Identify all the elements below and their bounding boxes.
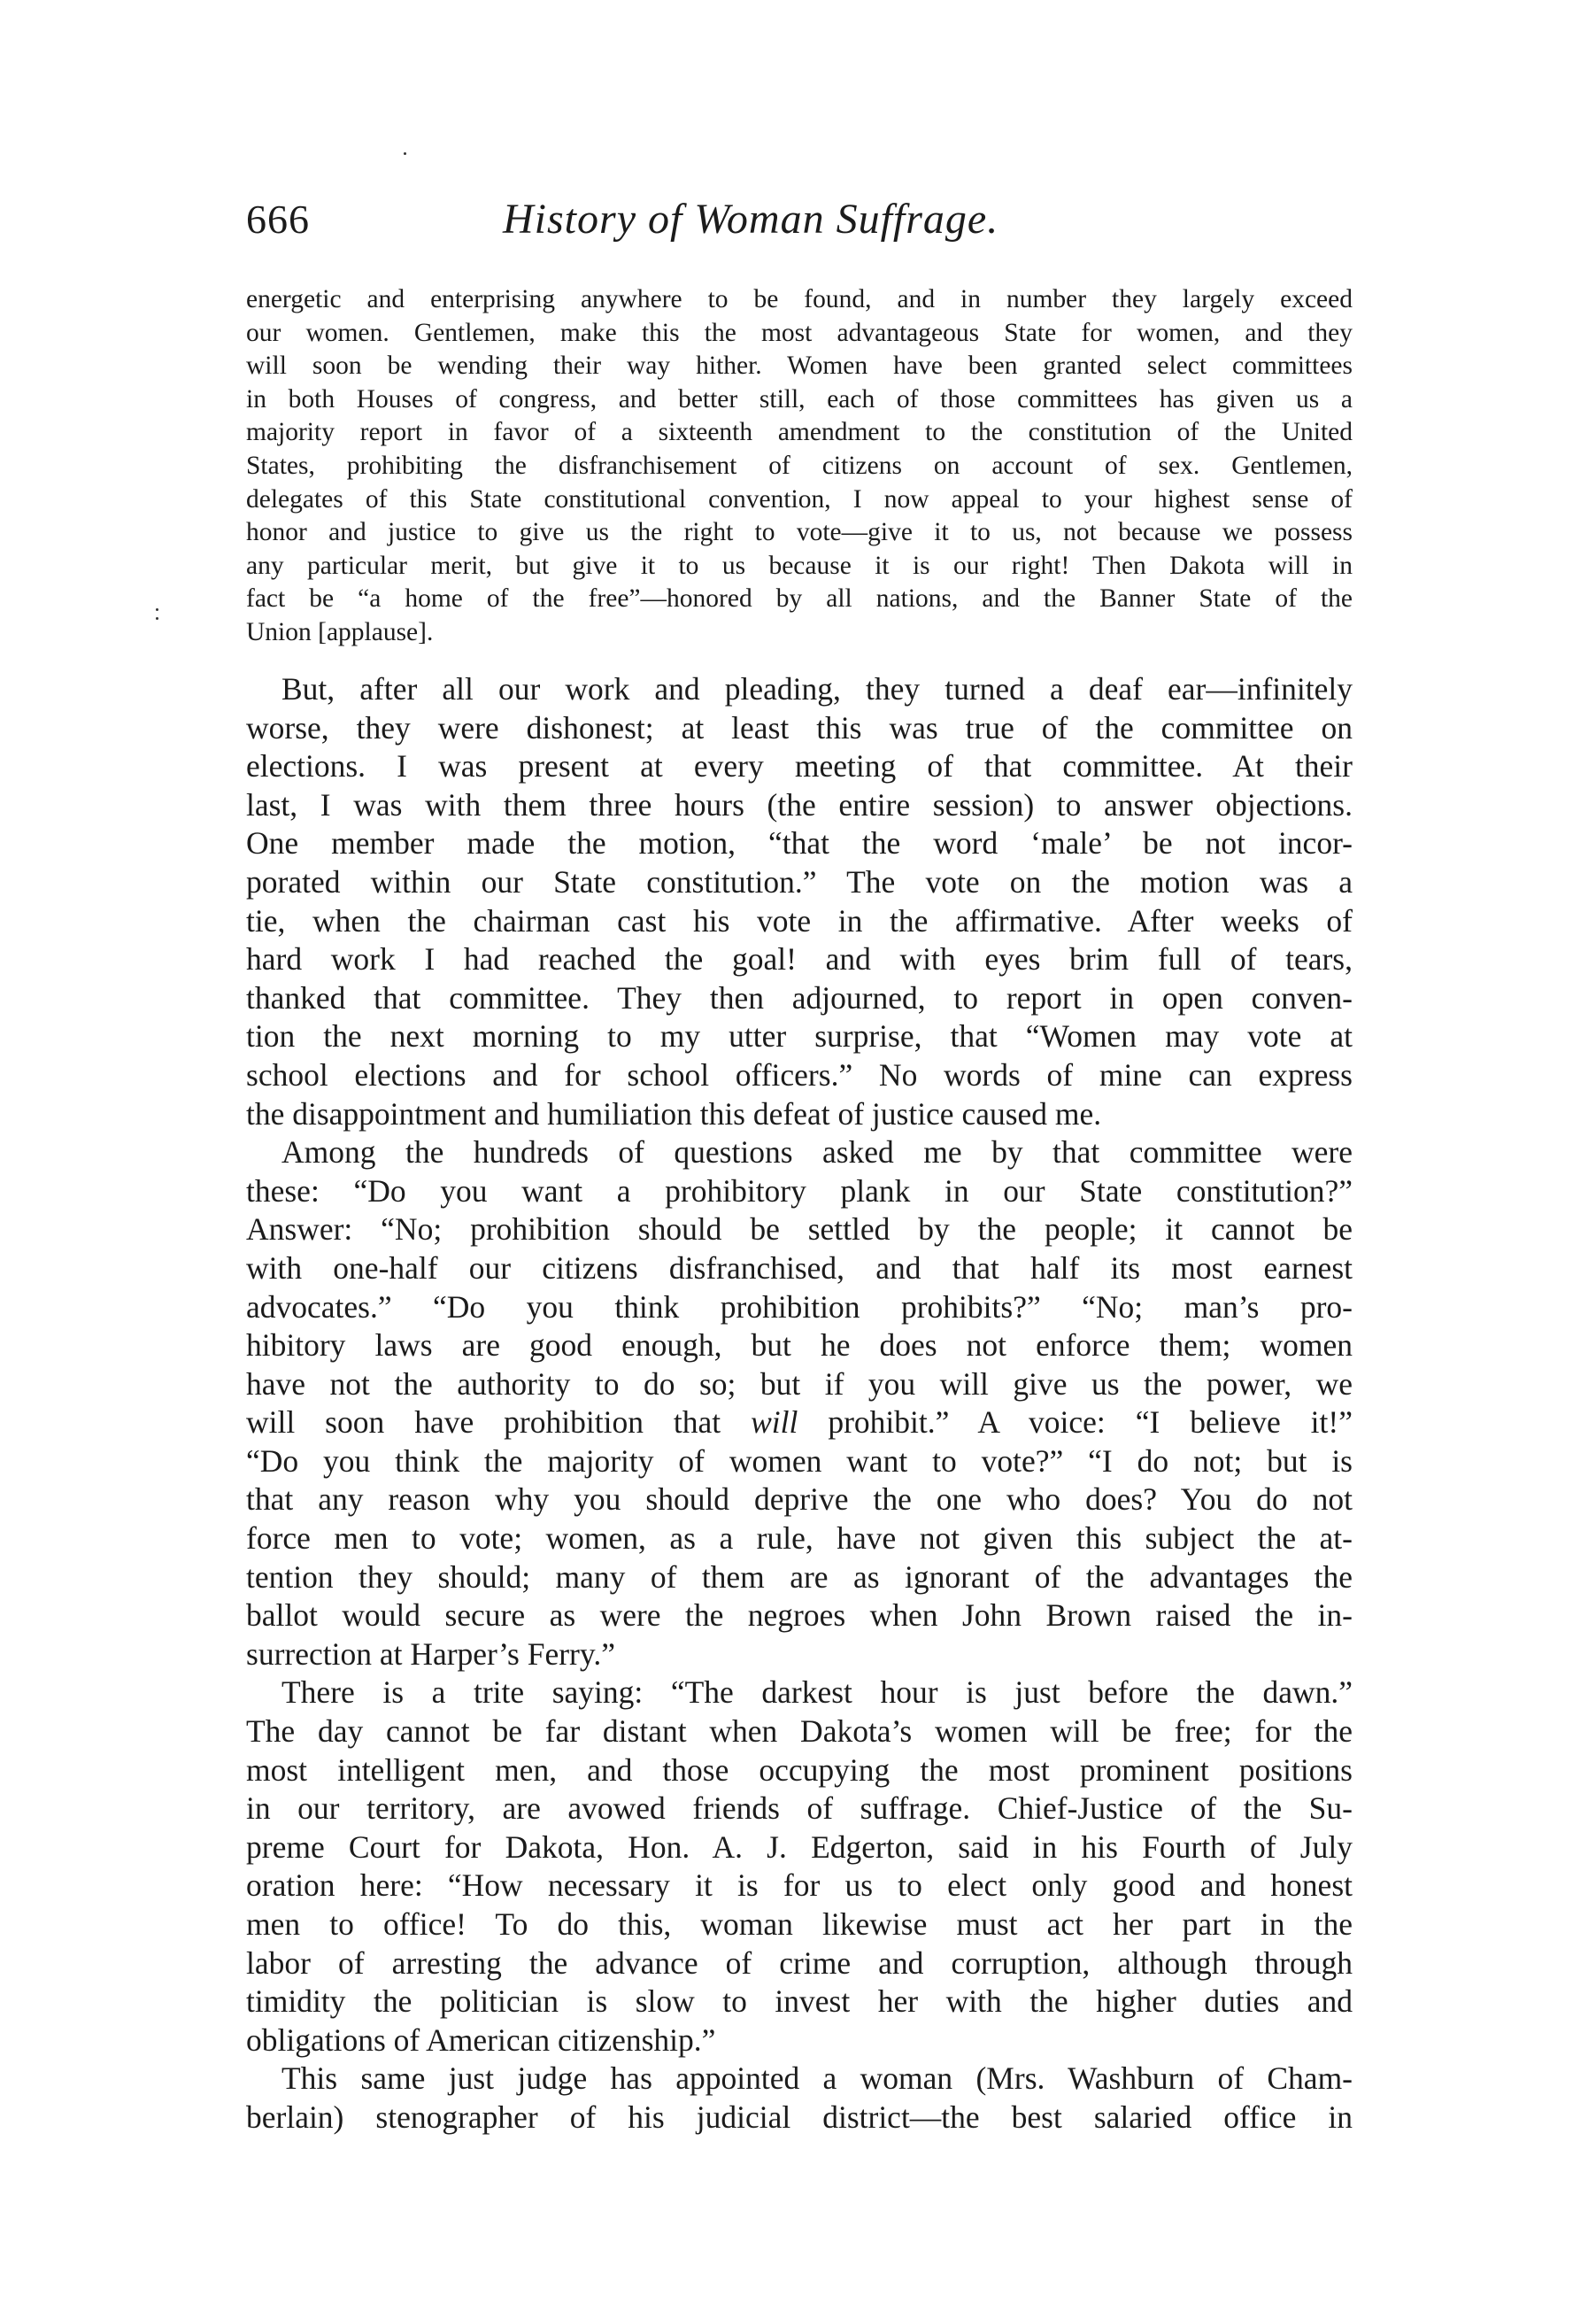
text-line: ballot would secure as were the negroes when John Brown raised the in- xyxy=(246,1597,1353,1634)
text-line: tie, when the chairman cast his vote in the affirmative. After weeks of xyxy=(246,902,1353,939)
quote-line: States, prohibiting the disfranchisement of citizens on account of sex. Gentlemen, xyxy=(246,451,1353,480)
paragraph xyxy=(246,1673,1353,2060)
margin-speck xyxy=(404,152,406,155)
text-line: have not the authority to do so; but if you will give us the power, we xyxy=(246,1365,1353,1402)
text-line: elections. I was present at every meeting of that committee. At their xyxy=(246,748,1353,785)
text-line: surrection at Harper’s Ferry.” xyxy=(246,1635,615,1672)
text-line: One member made the motion, “that the word ‘male’ be not incor- xyxy=(246,825,1353,862)
text-line: preme Court for Dakota, Hon. A. J. Edgerton, said in his Fourth of July xyxy=(246,1828,1353,1865)
text-line: last, I was with them three hours (the entire session) to answer objections. xyxy=(246,786,1353,823)
text-line: in our territory, are avowed friends of suffrage. Chief-Justice of the Su- xyxy=(246,1790,1353,1827)
margin-speck xyxy=(156,617,158,620)
quote-line: fact be “a home of the free”—honored by all nations, and the Banner State of the xyxy=(246,584,1353,614)
text-line: “Do you think the majority of women want to vote?” “I do not; but is xyxy=(246,1442,1353,1479)
paragraph xyxy=(246,2060,1353,2137)
text-line: But, after all our work and pleading, they turned a deaf ear—infinitely xyxy=(281,671,1353,707)
text-line: most intelligent men, and those occupying the most prominent positions xyxy=(246,1751,1353,1788)
running-title: History of Woman Suffrage. xyxy=(503,196,999,243)
text-line: Among the hundreds of questions asked me by that committee were xyxy=(281,1134,1353,1171)
quote-line: majority report in favor of a sixteenth amendment to the constitution of the United xyxy=(246,418,1353,447)
text-line: berlain) stenographer of his judicial district—the best salaried office in xyxy=(246,2098,1353,2135)
text-line: timidity the politician is slow to invest her with the higher duties and xyxy=(246,1983,1353,2020)
text-line: worse, they were dishonest; at least this was true of the committee on xyxy=(246,709,1353,746)
text-line: hard work I had reached the goal! and with eyes brim full of tears, xyxy=(246,941,1353,978)
paragraph xyxy=(246,670,1353,1133)
quote-line: any particular merit, but give it to us because it is our right! Then Dakota will in xyxy=(246,551,1353,580)
quote-line: honor and justice to give us the right to vote—give it to us, not because we possess xyxy=(246,518,1353,547)
main-text xyxy=(246,670,1353,2137)
text-line: There is a trite saying: “The darkest hour is just before the dawn.” xyxy=(281,1674,1353,1711)
quote-line: energetic and enterprising anywhere to be found, and in number they largely exceed xyxy=(246,285,1353,313)
quote-line: our women. Gentlemen, make this the most advantageous State for women, and they xyxy=(246,318,1353,347)
text-line: obligations of American citizenship.” xyxy=(246,2021,716,2058)
text-line: that any reason why you should deprive the one who does? You do not xyxy=(246,1481,1353,1518)
text-line: these: “Do you want a prohibitory plank in our State constitution?” xyxy=(246,1172,1353,1209)
quote-line: delegates of this State constitutional convention, I now appeal to your highest sense of xyxy=(246,484,1353,514)
quote-line: will soon be wending their way hither. Women have been granted select committees xyxy=(246,352,1353,381)
text-line: Answer: “No; prohibition should be settled by the people; it cannot be xyxy=(246,1211,1353,1248)
text-line: the disappointment and humiliation this defeat of justice caused me. xyxy=(246,1095,1102,1132)
text-line: with one-half our citizens disfranchised, and that half its most earnest xyxy=(246,1249,1353,1286)
paragraph xyxy=(246,1133,1353,1673)
text-line: The day cannot be far distant when Dakota’s women will be free; for the xyxy=(246,1713,1353,1750)
quoted-speech-block xyxy=(246,283,1353,650)
quote-line: Union [applause]. xyxy=(246,617,434,646)
text-line: men to office! To do this, woman likewise must act her part in the xyxy=(246,1906,1353,1942)
margin-speck xyxy=(156,608,158,611)
text-line: advocates.” “Do you think prohibition prohibits?” “No; man’s pro- xyxy=(246,1288,1353,1325)
text-line: hibitory laws are good enough, but he does not enforce them; women xyxy=(246,1327,1353,1364)
text-line: tion the next morning to my utter surprise, that “Women may vote at xyxy=(246,1018,1353,1055)
page-header xyxy=(246,193,1353,255)
text-line: This same just judge has appointed a woman (Mrs. Washburn of Cham- xyxy=(281,2060,1353,2097)
text-line: will soon have prohibition that will prohibit.” A voice: “I believe it!” xyxy=(246,1404,1353,1441)
page-number: 666 xyxy=(246,197,310,242)
text-line: porated within our State constitution.” The vote on the motion was a xyxy=(246,863,1353,900)
quote-line: in both Houses of congress, and better still, each of those committees has given us a xyxy=(246,384,1353,414)
text-line: school elections and for school officers.” No words of mine can express xyxy=(246,1056,1353,1093)
text-line: oration here: “How necessary it is for us to elect only good and honest xyxy=(246,1867,1353,1904)
text-line: force men to vote; women, as a rule, have not given this subject the at- xyxy=(246,1520,1353,1557)
text-line: labor of arresting the advance of crime and corruption, although through xyxy=(246,1944,1353,1981)
text-line: thanked that committee. They then adjourned, to report in open conven- xyxy=(246,979,1353,1016)
text-line: tention they should; many of them are as ignorant of the advantages the xyxy=(246,1558,1353,1595)
